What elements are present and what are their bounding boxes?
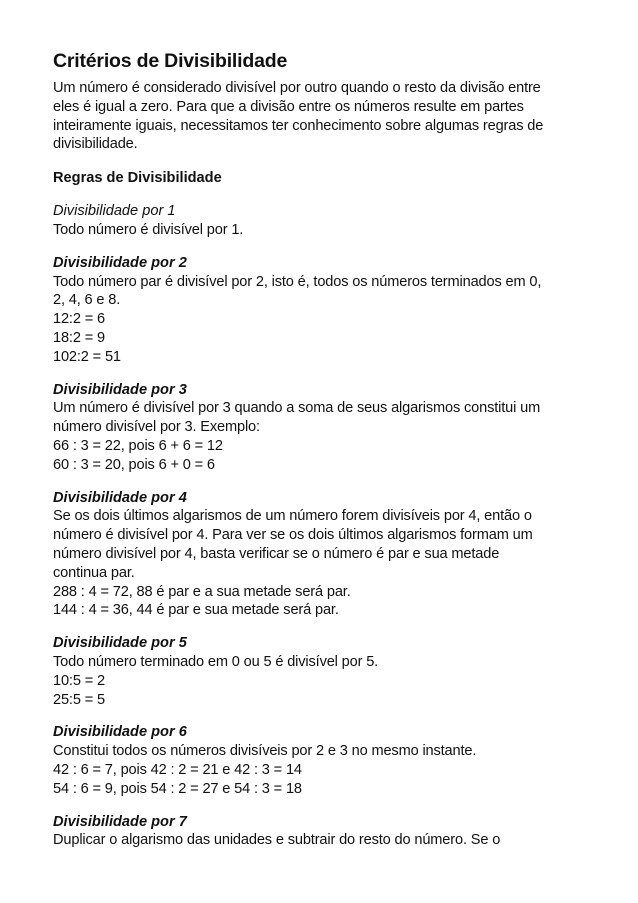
rules-heading: Regras de Divisibilidade: [53, 170, 222, 187]
section-line: Duplicar o algarismo das unidades e subtrair do resto do número. Se o: [53, 832, 501, 849]
section-heading: Divisibilidade por 4: [53, 489, 187, 506]
section-line: 144 : 4 = 36, 44 é par e sua metade será par.: [53, 602, 339, 619]
intro-line: Um número é considerado divisível por outro quando o resto da divisão entre: [53, 80, 541, 96]
section-div-2: [53, 254, 613, 367]
section-div-7: [53, 813, 613, 851]
section-div-6: [53, 723, 613, 798]
intro-line: inteiramente iguais, necessitamos ter conhecimento sobre algumas regras de: [53, 117, 544, 134]
page-title: Critérios de Divisibilidade: [53, 50, 288, 72]
section-line: 12:2 = 6: [53, 311, 105, 328]
section-line: número é divisível por 4. Para ver se os dois últimos algarismos formam um: [53, 527, 533, 544]
section-heading: Divisibilidade por 6: [53, 724, 187, 741]
section-line: 102:2 = 51: [53, 348, 121, 365]
section-line: continua par.: [53, 564, 135, 581]
section-div-1: [53, 202, 613, 240]
section-line: Todo número é divisível por 1.: [53, 221, 244, 238]
section-heading: Divisibilidade por 5: [53, 635, 187, 652]
section-heading: Divisibilidade por 7: [53, 813, 187, 830]
section-line: Constitui todos os números divisíveis por 2 e 3 no mesmo instante.: [53, 743, 477, 760]
section-heading: Divisibilidade por 2: [53, 254, 187, 271]
section-line: Um número é divisível por 3 quando a soma de seus algarismos constitui um: [53, 400, 541, 417]
intro-line: divisibilidade.: [53, 136, 138, 153]
section-line: 60 : 3 = 20, pois 6 + 0 = 6: [53, 456, 215, 473]
section-line: 18:2 = 9: [53, 329, 105, 346]
section-heading: Divisibilidade por 1: [53, 203, 176, 220]
section-line: Todo número par é divisível por 2, isto é, todos os números terminados em 0,: [53, 273, 542, 290]
section-line: 10:5 = 2: [53, 672, 105, 689]
section-line: 54 : 6 = 9, pois 54 : 2 = 27 e 54 : 3 = 18: [53, 780, 302, 797]
section-line: número divisível por 3. Exemplo:: [53, 419, 260, 436]
section-line: 2, 4, 6 e 8.: [53, 292, 121, 309]
section-heading: Divisibilidade por 3: [53, 381, 187, 398]
section-div-3: [53, 381, 613, 475]
intro-line: eles é igual a zero. Para que a divisão entre os números resulte em partes: [53, 98, 524, 115]
section-line: 42 : 6 = 7, pois 42 : 2 = 21 e 42 : 3 = 14: [53, 761, 302, 778]
section-div-4: [53, 489, 613, 621]
section-line: 25:5 = 5: [53, 691, 105, 708]
section-div-5: [53, 634, 613, 709]
intro-paragraph: [53, 79, 613, 154]
section-line: 288 : 4 = 72, 88 é par e a sua metade será par.: [53, 583, 351, 600]
section-line: Todo número terminado em 0 ou 5 é divisível por 5.: [53, 653, 379, 670]
section-line: número divisível por 4, basta verificar se o número é par e sua metade: [53, 545, 500, 562]
document-page: [53, 48, 613, 864]
section-line: 66 : 3 = 22, pois 6 + 6 = 12: [53, 437, 223, 454]
section-line: Se os dois últimos algarismos de um número forem divisíveis por 4, então o: [53, 508, 532, 525]
